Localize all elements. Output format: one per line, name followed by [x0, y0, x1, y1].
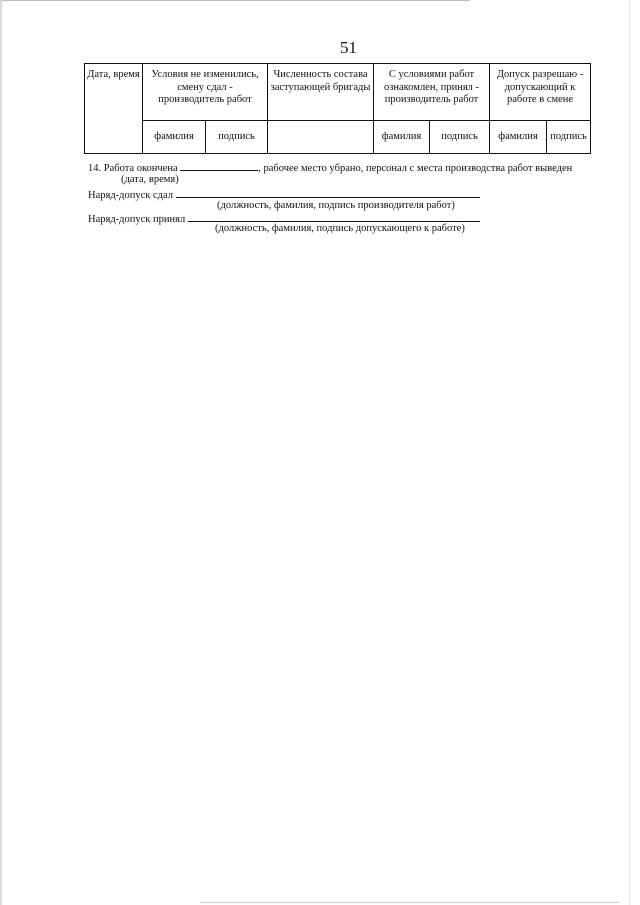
header-crew-size: Численность состава заступающей бригады: [268, 64, 374, 121]
header-date-time: Дата, время: [85, 64, 143, 154]
work-finished-label: 14. Работа окончена: [88, 163, 178, 174]
header-admission-allowed: Допуск разрешаю - допускающий к работе в смене: [490, 64, 591, 121]
header-acquainted: С условиями работ ознакомлен, принял - производитель работ: [374, 64, 490, 121]
accepted-caption: (должность, фамилия, подпись допускающего к работе): [215, 223, 465, 234]
subheader-signature: подпись: [430, 121, 490, 154]
scan-edge-bottom: [200, 902, 620, 903]
work-finished-suffix: , рабочее место убрано, персонал с места производства работ выведен: [258, 163, 573, 174]
scan-edge-left: [0, 0, 2, 905]
handed-label: Наряд-допуск сдал: [88, 190, 174, 201]
scan-edge-top: [0, 0, 470, 1]
accepted-label: Наряд-допуск принял: [88, 214, 186, 225]
header-conditions-unchanged: Условия не изменились, смену сдал - производитель работ: [143, 64, 268, 121]
work-finished-line: [88, 160, 572, 174]
date-time-caption: (дата, время): [121, 174, 179, 185]
subheader-signature: подпись: [206, 121, 268, 154]
subheader-signature: подпись: [547, 121, 591, 154]
table-header-row: [85, 64, 591, 121]
subheader-surname: фамилия: [490, 121, 547, 154]
handed-caption: (должность, фамилия, подпись производителя работ): [217, 200, 455, 211]
scan-edge-right: [629, 0, 630, 905]
handed-line: [88, 187, 480, 201]
page-number: 51: [340, 38, 357, 57]
handover-table: [84, 63, 591, 154]
accepted-signature-blank[interactable]: [188, 211, 480, 222]
subheader-surname: фамилия: [374, 121, 430, 154]
crew-size-cell: [268, 121, 374, 154]
work-finished-date-blank[interactable]: [180, 160, 258, 171]
handed-signature-blank[interactable]: [176, 187, 480, 198]
subheader-surname: фамилия: [143, 121, 206, 154]
table-subheader-row: [85, 121, 591, 154]
